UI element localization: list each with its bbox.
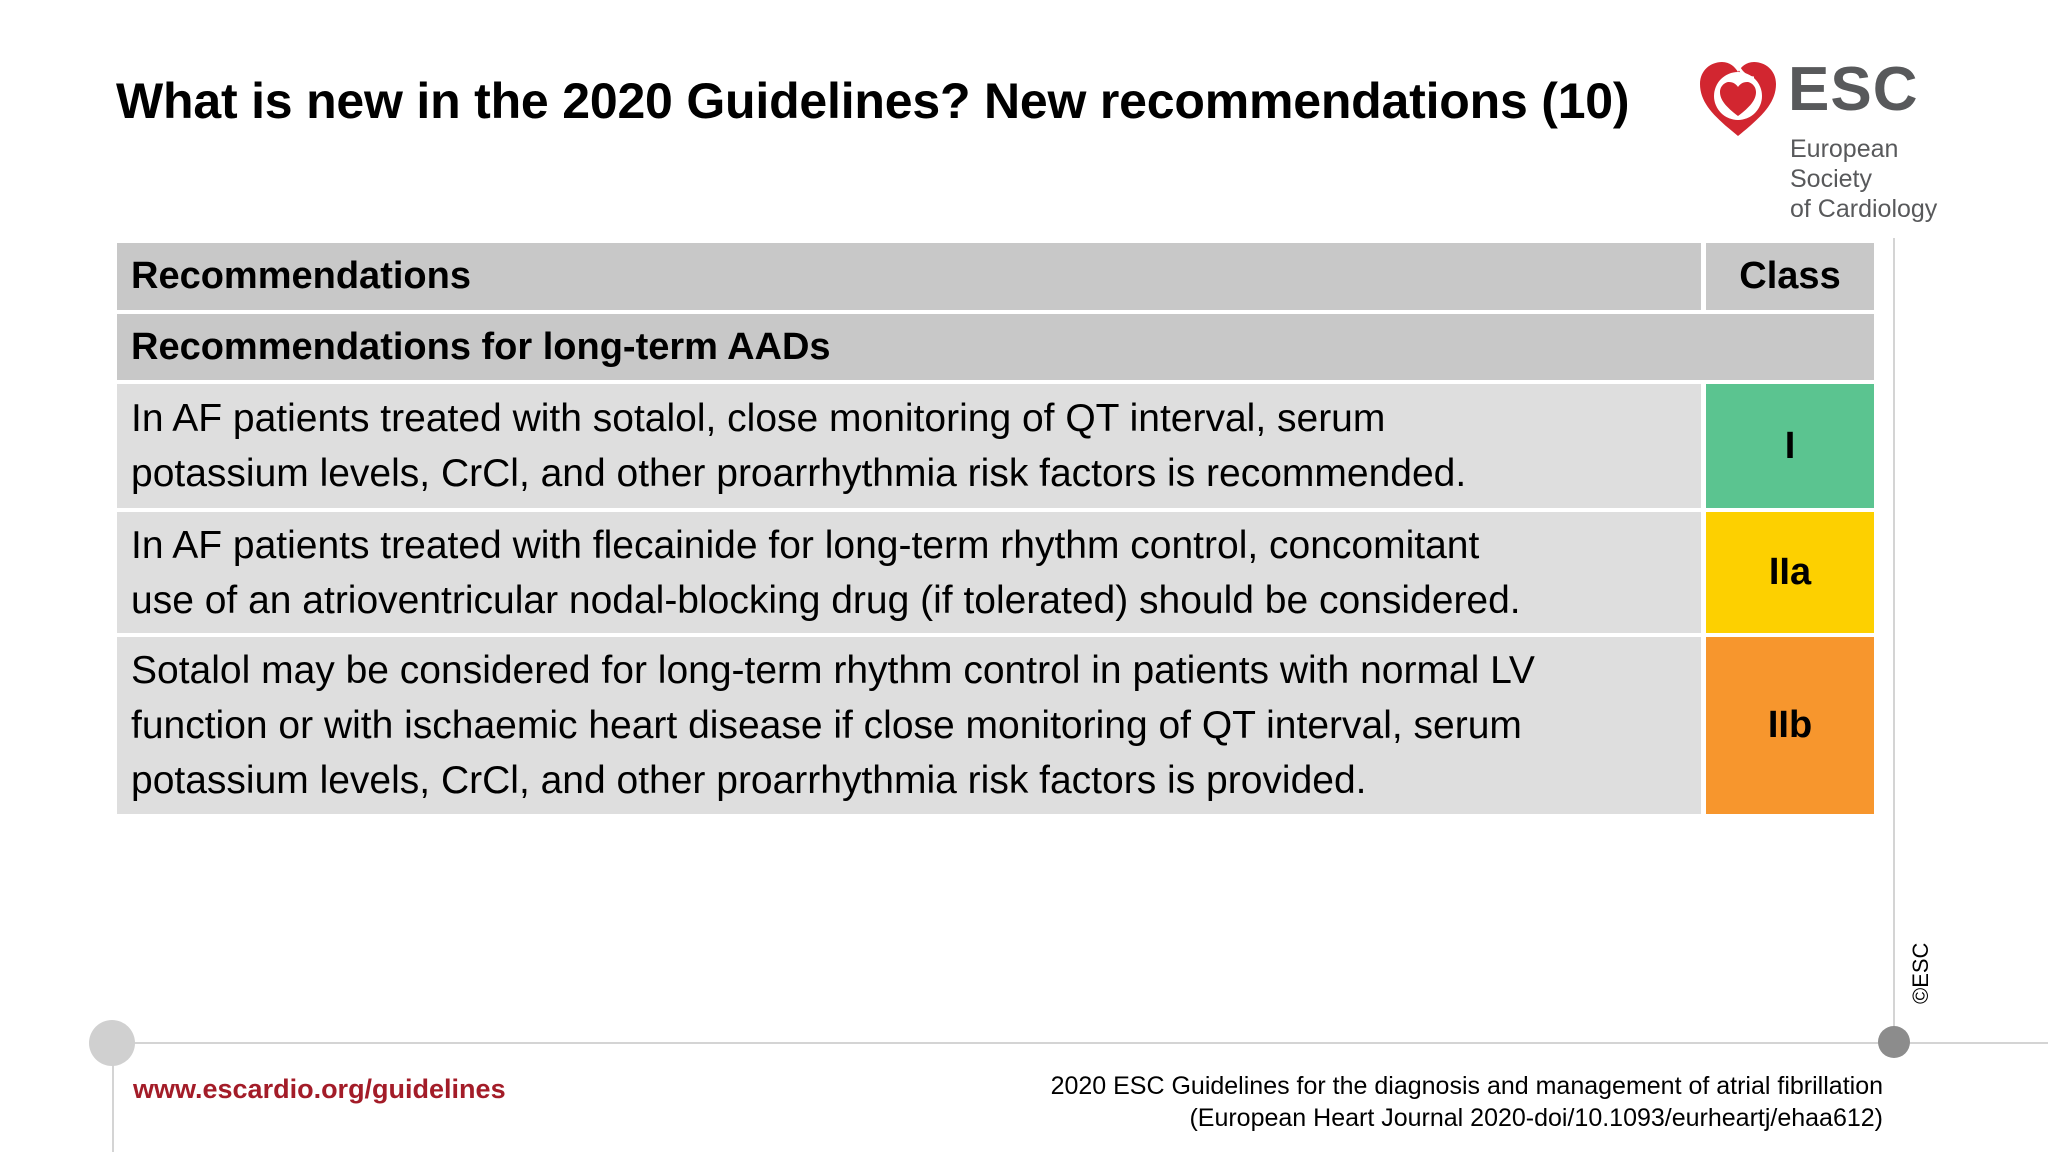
page-title: What is new in the 2020 Guidelines? New recommendations (10) [116,73,1630,129]
decorative-dot [1878,1026,1910,1058]
citation [1051,1070,1883,1134]
divider-vertical [1893,238,1895,1038]
class-badge: IIb [1706,637,1874,814]
table-row [117,384,1874,508]
recommendation-text [117,384,1701,508]
divider-vertical-left [112,1060,114,1152]
logo-name-line1: European Society [1790,135,1899,193]
table-row [117,637,1874,814]
esc-logo [1696,55,1976,223]
recommendation-text [117,637,1701,814]
copyright: ©ESC [1908,942,1933,1004]
table-row [117,512,1874,633]
divider-horizontal [112,1042,2048,1044]
citation-line2: (European Heart Journal 2020-doi/10.1093/eurheartj/ehaa612) [1189,1104,1883,1132]
text-line: use of an atrioventricular nodal-blocking drug (if tolerated) should be considered. [131,578,1521,622]
logo-abbr: ESC [1788,55,1919,124]
recommendation-text [117,512,1701,633]
class-badge: IIa [1706,512,1874,633]
text-line: In AF patients treated with flecainide for long-term rhythm control, concomitant [131,523,1480,567]
heart-logo-icon [1696,58,1780,142]
text-line: potassium levels, CrCl, and other proarrhythmia risk factors is provided. [131,759,1367,802]
website-link[interactable]: www.escardio.org/guidelines [133,1074,506,1104]
header-recommendations: Recommendations [117,243,1701,310]
logo-name-line2: of Cardiology [1790,195,1938,223]
class-badge: I [1706,384,1874,508]
text-line: Sotalol may be considered for long-term rhythm control in patients with normal LV [131,649,1535,692]
section-heading: Recommendations for long-term AADs [117,314,1874,380]
text-line: potassium levels, CrCl, and other proarrhythmia risk factors is recommended. [131,452,1467,495]
logo-name [1790,134,1980,224]
text-line: In AF patients treated with sotalol, close monitoring of QT interval, serum [131,397,1386,440]
decorative-dot [89,1020,135,1066]
table-header [117,243,1874,310]
citation-line1: 2020 ESC Guidelines for the diagnosis and management of atrial fibrillation [1050,1072,1883,1100]
recommendations-table [117,243,1874,818]
header-class: Class [1706,243,1874,310]
text-line: function or with ischaemic heart disease if close monitoring of QT interval, serum [131,704,1522,747]
